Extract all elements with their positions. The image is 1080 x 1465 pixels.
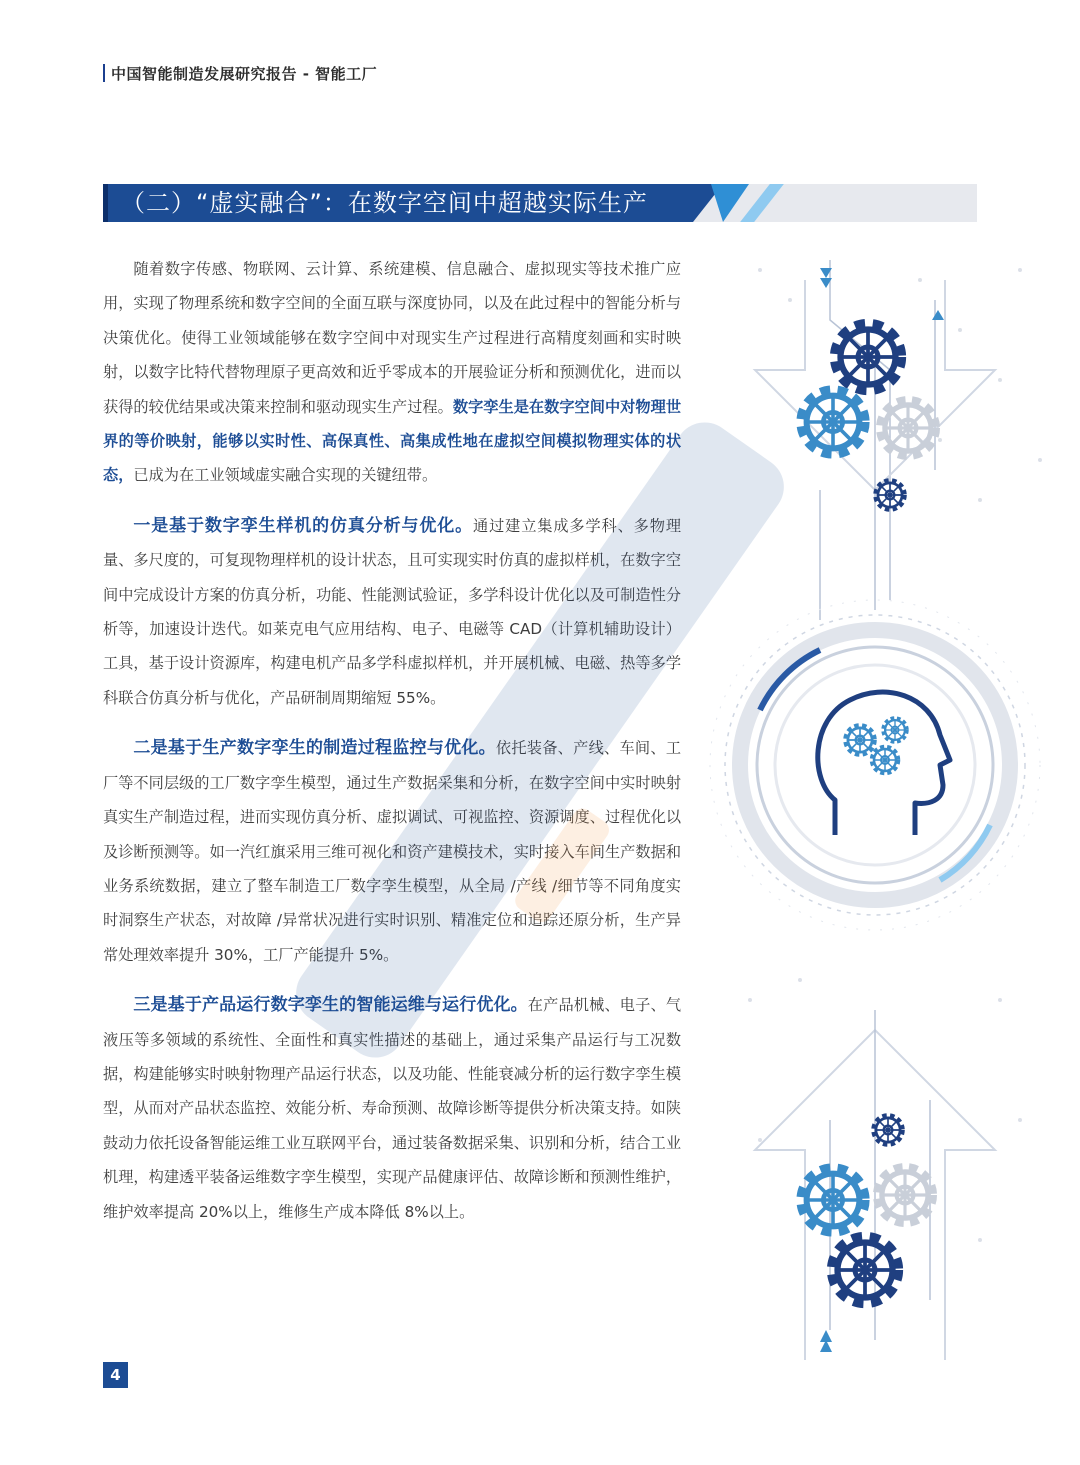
- gear-icon: [881, 401, 936, 456]
- gear-icon: [878, 1168, 933, 1223]
- point-paragraph-3: [103, 988, 681, 1229]
- point-lead-3: 三是基于产品运行数字孪生的智能运维与运行优化。: [133, 995, 528, 1016]
- banner-left-mark: [103, 184, 108, 222]
- gear-icon: [874, 1116, 903, 1145]
- gear-icon: [833, 1238, 898, 1303]
- page-number: 4: [103, 1362, 128, 1388]
- point-text-2: 依托装备、产线、车间、工厂等不同层级的工厂数字孪生模型，通过生产数据采集和分析，在数字空间中实时映射真实生产制造过程，进而实现仿真分析、虚拟调试、可视监控、资源调度、过程优化以及诊断预测等。如一汽红旗采用三维可视化和资产建模技术，实时接入车间生产数据和业务系统数据，建立了整车制造工厂数字孪生模型，从全局 /产线 /细节等不同角度实时洞察生产状态，对故障 /异常状况进行实时识别、精准定位和追踪还原分析，生产异常处理效率提升 30%，工厂产能提升 5%。: [103, 739, 682, 964]
- point-text-1: 通过建立集成多学科、多物理量、多尺度的，可复现物理样机的设计状态，且可实现实时仿真的虚拟样机，在数字空间中完成设计方案的仿真分析，功能、性能测试验证，多学科设计优化以及可制造性分析等，加速设计迭代。如莱克电气应用结构、电子、电磁等 CAD（计算机辅助设计）工具，基于设计资源库，构建电机产品多学科虚拟样机，并开展机械、电磁、热等多学科联合仿真分析与优化，产品研制周期缩短 55%。: [103, 516, 682, 707]
- header-bar: [103, 64, 105, 82]
- point-paragraph-1: [103, 509, 681, 715]
- point-lead-1: 一是基于数字孪生样机的仿真分析与优化。: [133, 515, 474, 536]
- dot-grid-top: [758, 268, 1042, 502]
- running-header: [103, 62, 377, 84]
- gear-icon: [876, 481, 905, 510]
- point-paragraph-2: [103, 731, 681, 972]
- intro-text: 随着数字传感、物联网、云计算、系统建模、信息融合、虚拟现实等技术推广应用，实现了物理系统和数字空间的全面互联与深度协同，以及在此过程中的智能分析与决策优化。使得工业领域能够在数字空间中对现实生产过程进行高精度刻画和实时映射，以数字比特代替物理原子更高效和近乎零成本的开展验证分析和预测优化，进而以获得的较优结果或决策来控制和驱动现实生产过程。: [103, 260, 681, 416]
- point-lead-2: 二是基于生产数字孪生的制造过程监控与优化。: [133, 738, 496, 759]
- report-title: 中国智能制造发展研究报告 - 智能工厂: [111, 64, 378, 83]
- gear-icon: [802, 391, 864, 453]
- digital-twin-gears-head-illustration: [700, 240, 1070, 1380]
- chevron-up-icon: [820, 1330, 832, 1352]
- body-text: [103, 252, 681, 1229]
- point-text-3: 在产品机械、电子、气液压等多领域的系统性、全面性和真实性描述的基础上，通过采集产品运行与工况数据，构建能够实时映射物理产品运行状态，以及功能、性能衰减分析的运行数字孪生模型，从而对产品状态监控、效能分析、寿命预测、故障诊断等提供分析决策支持。如陕鼓动力依托设备智能运维工业互联网平台，通过装备数据采集、识别和分析，结合工业机理，构建透平装备运维数字孪生模型，实现产品健康评估、故障诊断和预测性维护，维护效率提高 20%以上，维修生产成本降低 8%以上。: [103, 996, 682, 1221]
- gear-icon: [802, 1169, 864, 1231]
- chevron-up-icon: [932, 310, 944, 320]
- circuit-lines-top: [820, 260, 935, 620]
- gear-icon: [836, 325, 901, 390]
- section-title: （二）“虚实融合”：在数字空间中超越实际生产: [121, 189, 648, 217]
- intro-highlight: 数字孪生是在数字空间中对物理世界的等价映射，能够以实时性、高保真性、高集成性地在虚拟空间模拟物理实体的状态，: [103, 397, 682, 485]
- intro-paragraph: [103, 252, 681, 493]
- intro-text-end: 已成为在工业领域虚实融合实现的关键纽带。: [133, 466, 438, 485]
- section-banner: [103, 184, 977, 222]
